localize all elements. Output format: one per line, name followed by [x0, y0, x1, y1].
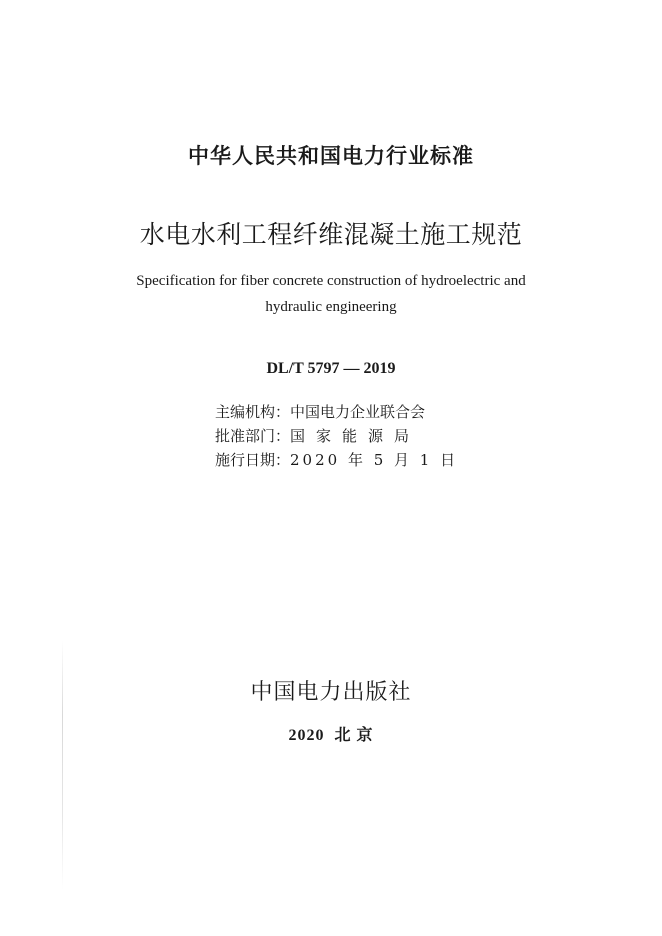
metadata-block — [215, 400, 458, 472]
scan-artifact-line — [62, 640, 63, 890]
publication-year: 2020 — [288, 727, 325, 744]
effective-date-value: 2020 年 5 月 1 日 — [290, 451, 459, 469]
chief-editor-label: 主编机构： — [215, 403, 291, 421]
title-chinese: 水电水利工程纤维混凝土施工规范 — [139, 220, 523, 249]
title-english-line2: hydraulic engineering — [265, 299, 397, 315]
publication-year-place — [0, 722, 662, 745]
chief-editor-row — [215, 400, 458, 424]
publication-place: 北 京 — [334, 727, 374, 744]
publisher-name: 中国电力出版社 — [250, 680, 412, 705]
approved-by-row — [215, 424, 458, 448]
title-english — [0, 268, 662, 320]
standard-code: DL/T 5797 — 2019 — [266, 360, 396, 377]
effective-date-label: 施行日期： — [215, 451, 291, 469]
approved-by-value: 国家能源局 — [290, 427, 421, 445]
effective-date-row — [215, 448, 458, 472]
approved-by-label: 批准部门： — [215, 427, 291, 445]
title-english-line1: Specification for fiber concrete construction of hydroelectric and — [136, 273, 526, 289]
chief-editor-value: 中国电力企业联合会 — [290, 403, 426, 421]
industry-standard-heading: 中华人民共和国电力行业标准 — [188, 144, 474, 168]
